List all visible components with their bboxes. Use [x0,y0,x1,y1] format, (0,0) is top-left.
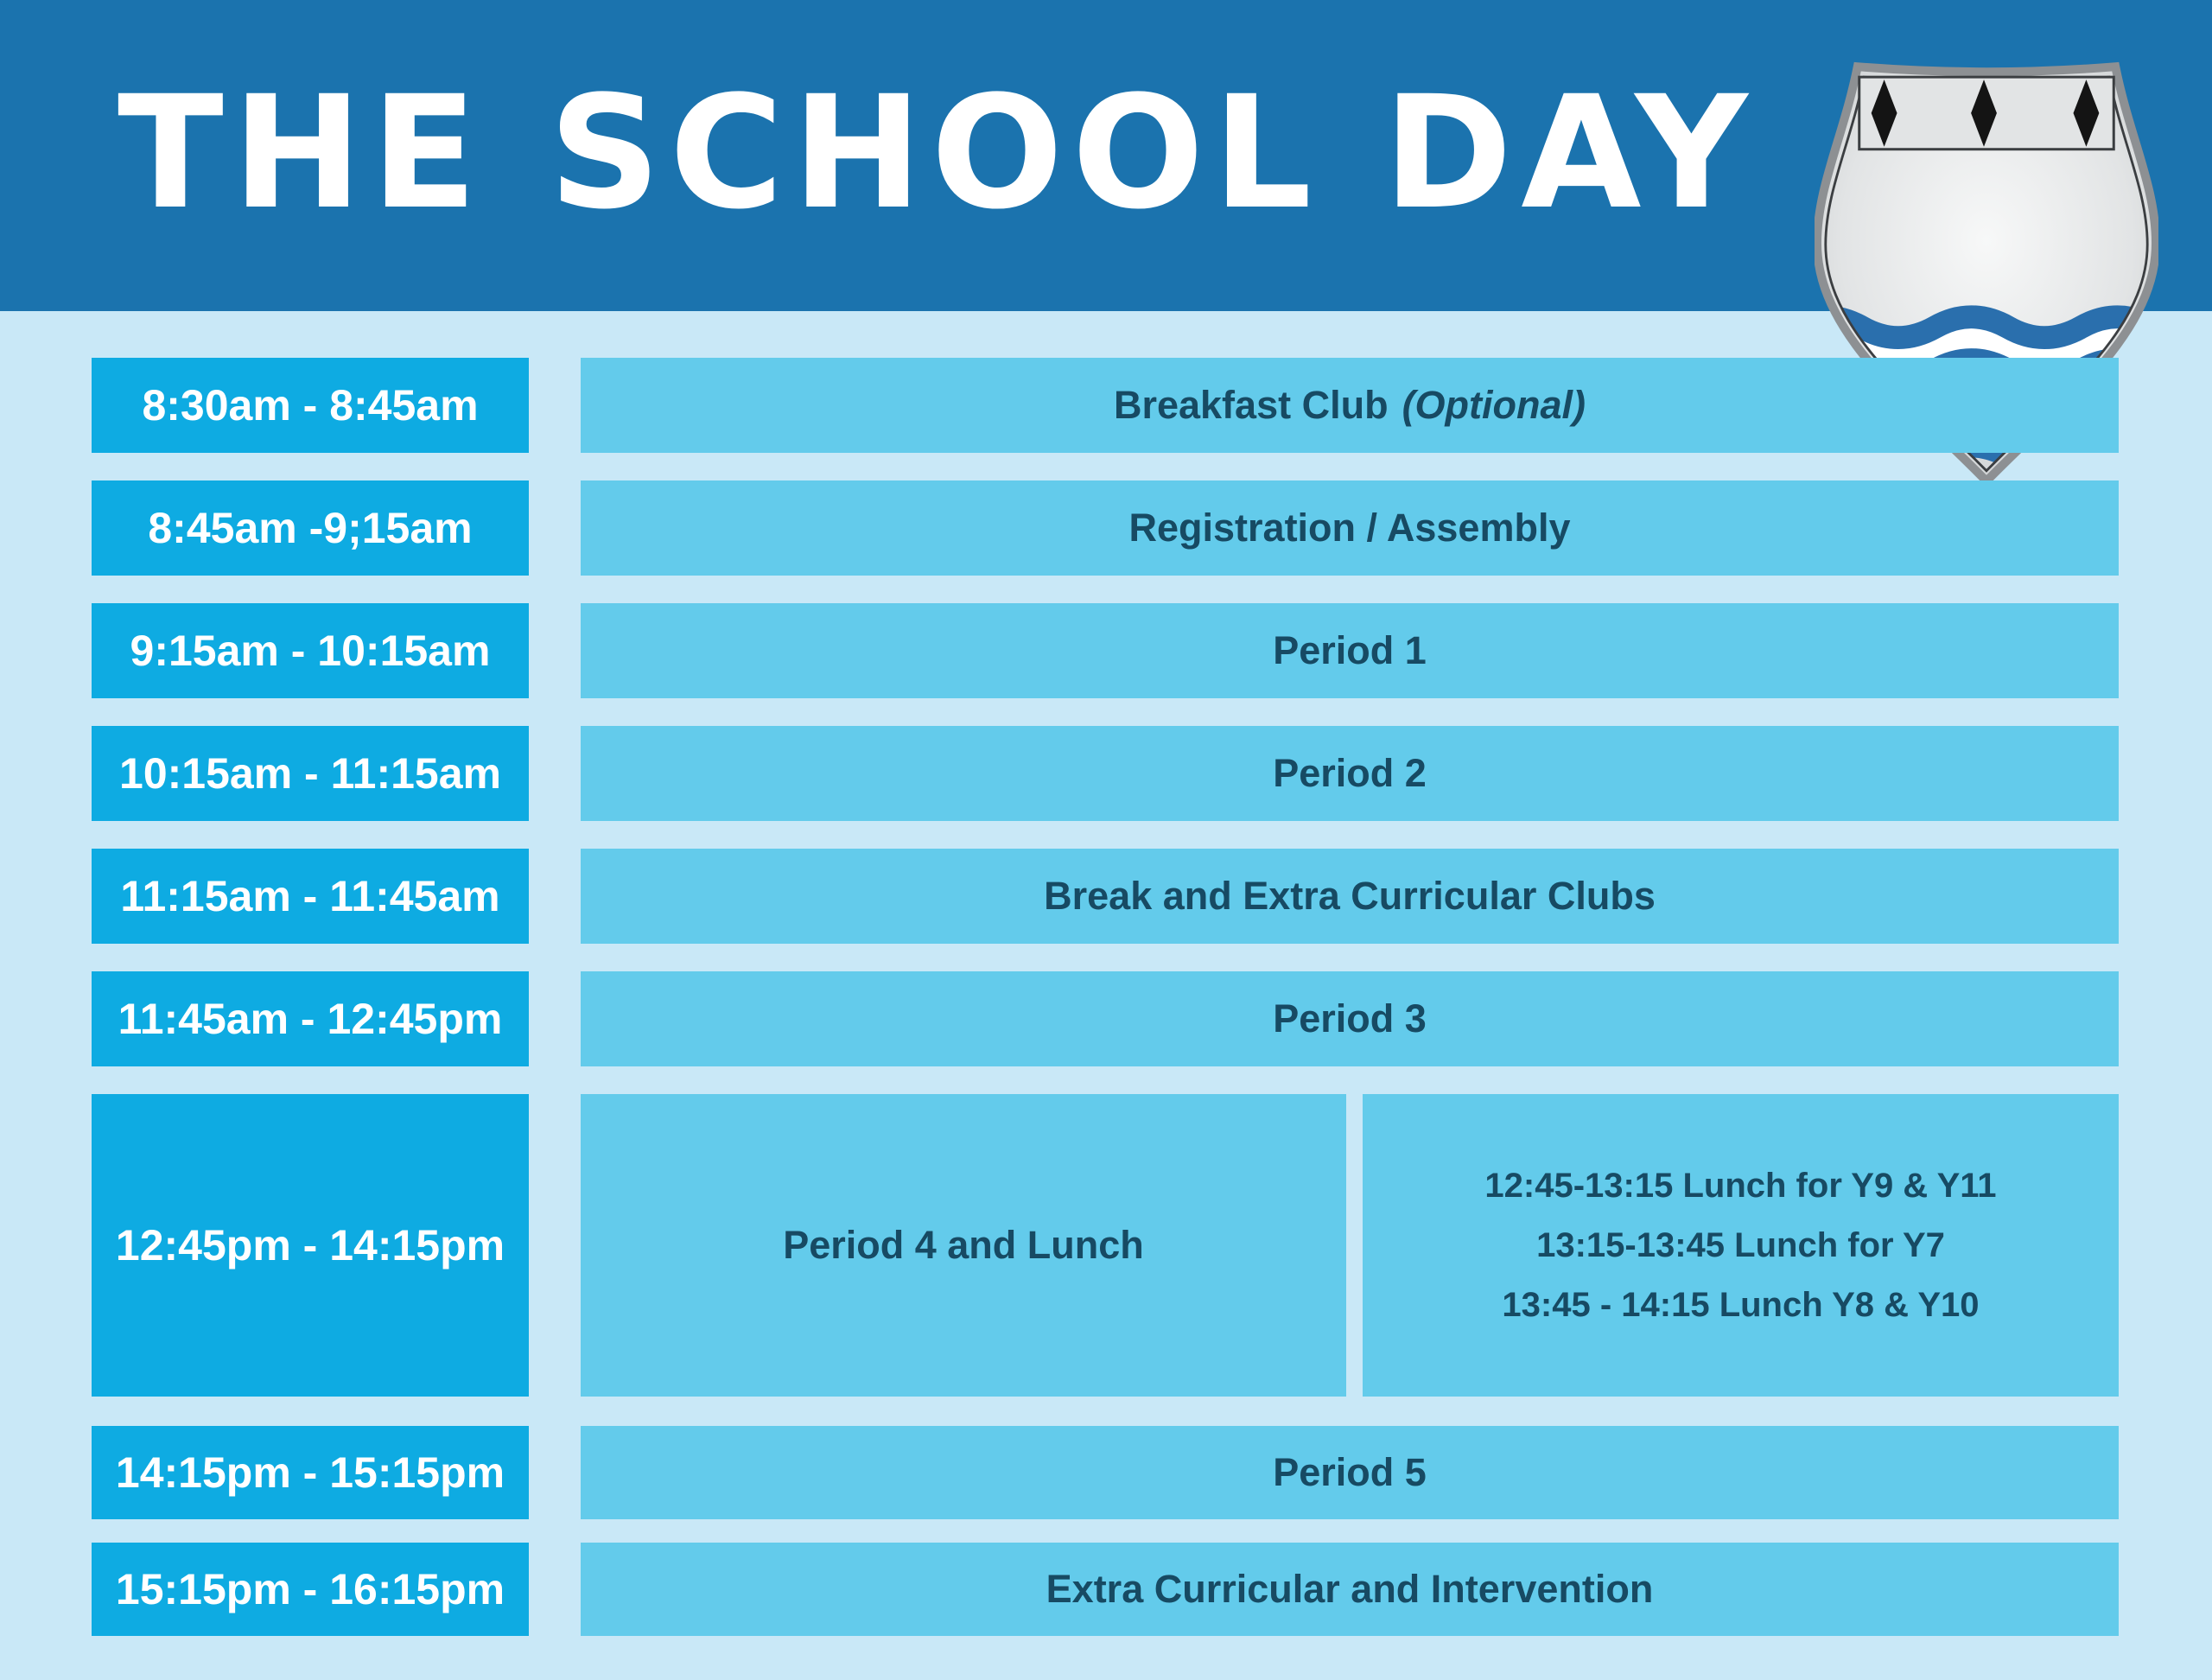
activity-cell: Period 2 [581,726,2119,821]
time-cell: 14:15pm - 15:15pm [92,1426,529,1519]
activity-cell [581,358,2119,453]
activity-cell: Period 3 [581,971,2119,1066]
schedule-row-registration [92,480,2119,576]
time-cell: 10:15am - 11:15am [92,726,529,821]
schedule-row-break [92,849,2119,944]
time-cell: 9:15am - 10:15am [92,603,529,698]
activity-cell: Registration / Assembly [581,480,2119,576]
lunch-time-line: 13:45 - 14:15 Lunch Y8 & Y10 [1502,1285,1980,1324]
activity-cell: Period 1 [581,603,2119,698]
activity-cell: Period 5 [581,1426,2119,1519]
time-cell: 12:45pm - 14:15pm [92,1094,529,1397]
lunch-time-line: 13:15-13:45 Lunch for Y7 [1536,1225,1945,1264]
time-cell: 8:45am -9;15am [92,480,529,576]
activity-optional-note: (Optional) [1402,383,1586,427]
time-cell: 15:15pm - 16:15pm [92,1543,529,1636]
schedule-row-period-5 [92,1426,2119,1519]
schedule-row-breakfast [92,358,2119,453]
schedule-table [92,358,2119,1636]
activity-label: Breakfast Club [1113,383,1389,427]
activity-cell: Period 4 and Lunch [581,1094,1346,1397]
schedule-row-extra-curricular [92,1543,2119,1636]
page-title: THE SCHOOL DAY [118,63,1757,244]
time-cell: 8:30am - 8:45am [92,358,529,453]
schedule-row-period-3 [92,971,2119,1066]
schedule-row-period-1 [92,603,2119,698]
time-cell: 11:15am - 11:45am [92,849,529,944]
lunch-time-line: 12:45-13:15 Lunch for Y9 & Y11 [1484,1166,1997,1205]
time-cell: 11:45am - 12:45pm [92,971,529,1066]
schedule-row-period-2 [92,726,2119,821]
activity-cell: Break and Extra Curricular Clubs [581,849,2119,944]
activity-cell: Extra Curricular and Intervention [581,1543,2119,1636]
lunch-times-cell [1363,1094,2119,1397]
schedule-row-period-4-lunch [92,1094,2119,1397]
